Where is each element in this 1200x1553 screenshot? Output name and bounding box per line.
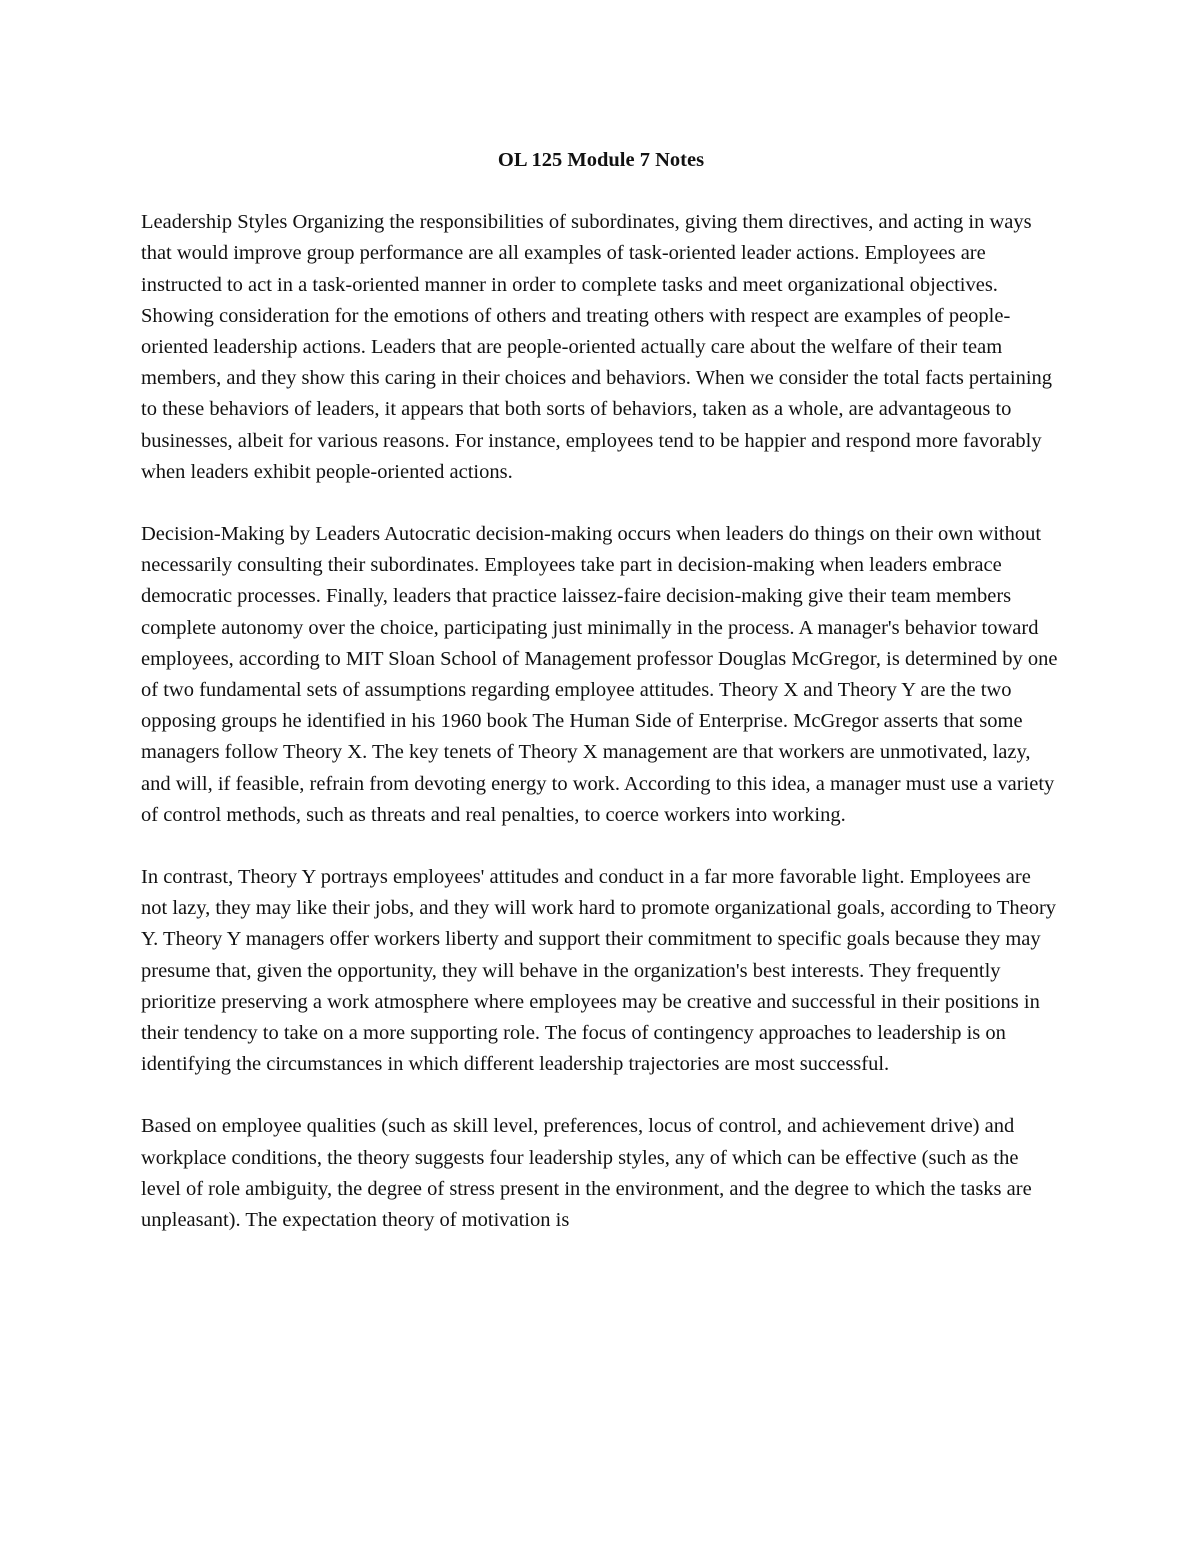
paragraph-path-goal: Based on employee qualities (such as skill level, preferences, locus of control, and achievement drive) and workplace conditions, the theory suggests four leadership styles, any of which can be effective (such as the level of role ambiguity, the degree of stress present in the environment, and the degree to which the tasks are unpleasant). The expectation theory of motivation is: [141, 1115, 1032, 1232]
document-title: OL 125 Module 7 Notes: [497, 149, 705, 171]
paragraph-decision-making: Decision-Making by Leaders Autocratic decision-making occurs when leaders do things on their own without necessarily consulting their subordinates. Employees take part in decision-making when leaders embrace democratic processes. Finally, leaders that practice laissez-faire decision-making give their team members complete autonomy over the choice, participating just minimally in the process. A manager's behavior toward employees, according to MIT Sloan School of Management professor Douglas McGregor, is determined by one of two fundamental sets of assumptions regarding employee attitudes. Theory X and Theory Y are the two opposing groups he identified in his 1960 book The Human Side of Enterprise. McGregor asserts that some managers follow Theory X. The key tenets of Theory X management are that workers are unmotivated, lazy, and will, if feasible, refrain from devoting energy to work. According to this idea, a manager must use a variety of control methods, such as threats and real penalties, to coerce workers into working.: [141, 523, 1058, 826]
paragraph-leadership-styles: Leadership Styles Organizing the responsibilities of subordinates, giving them directives, and acting in ways that would improve group performance are all examples of task-oriented leader actions. Employees are instructed to act in a task-oriented manner in order to complete tasks and meet organizational objectives. Showing consideration for the emotions of others and treating others with respect are examples of people-oriented leadership actions. Leaders that are people-oriented actually care about the welfare of their team members, and they show this caring in their choices and behaviors. When we consider the total facts pertaining to these behaviors of leaders, it appears that both sorts of behaviors, taken as a whole, are advantageous to businesses, albeit for various reasons. For instance, employees tend to be happier and respond more favorably when leaders exhibit people-oriented actions.: [141, 211, 1053, 483]
document-body: [141, 145, 1061, 1236]
paragraph-theory-y: In contrast, Theory Y portrays employees' attitudes and conduct in a far more favorable light. Employees are not lazy, they may like their jobs, and they will work hard to promote organizational goals, according to Theory Y. Theory Y managers offer workers liberty and support their commitment to specific goals because they may presume that, given the opportunity, they will behave in the organization's best interests. They frequently prioritize preserving a work atmosphere where employees may be creative and successful in their positions in their tendency to take on a more supporting role. The focus of contingency approaches to leadership is on identifying the circumstances in which different leadership trajectories are most successful.: [141, 866, 1057, 1076]
